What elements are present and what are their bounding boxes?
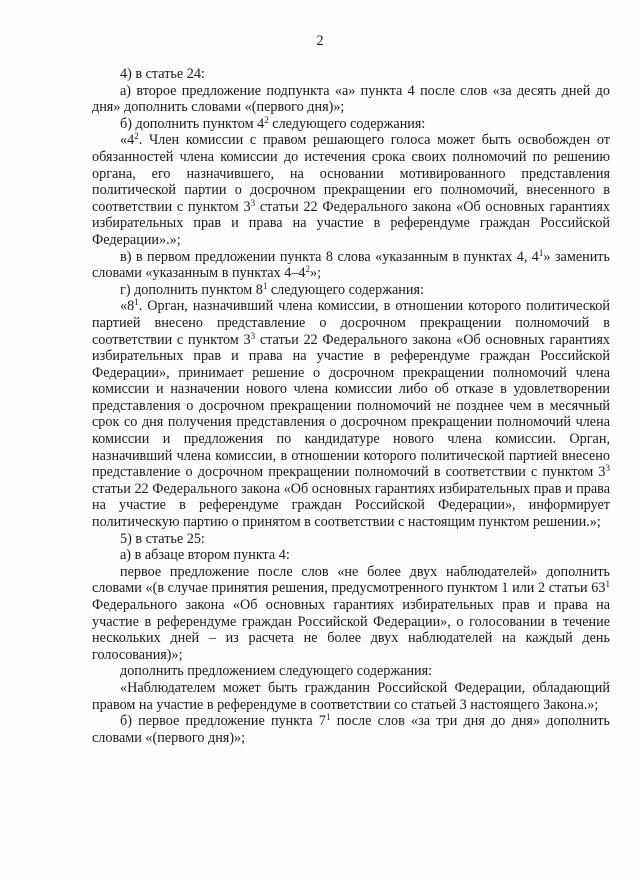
paragraph-24-v bbox=[92, 249, 610, 282]
paragraph-25-a-first-sentence bbox=[92, 564, 610, 664]
text-run: а) в абзаце втором пункта 4: bbox=[120, 547, 290, 564]
text-run: б) первое предложение пункта 7 bbox=[120, 713, 326, 730]
text-run: следующего содержания: bbox=[267, 281, 424, 298]
paragraph-24-g bbox=[92, 282, 610, 299]
superscript-index: 1 bbox=[262, 280, 268, 291]
text-run: следующего содержания: bbox=[268, 115, 426, 132]
paragraph-24-a bbox=[92, 83, 610, 116]
text-run: «4 bbox=[120, 132, 135, 149]
paragraph-clause-4-2 bbox=[92, 132, 610, 248]
text-run: в) в первом предложении пункта 8 слова «указанным в пунктах 4, 4 bbox=[120, 248, 539, 265]
text-run: 5) в статье 25: bbox=[120, 530, 205, 547]
paragraph-clause-8-1 bbox=[92, 298, 610, 530]
text-run: статьи 22 Федерального закона «Об основных гарантиях избирательных прав и права на участие в референдуме граждан Российской Федерации», информирует политическую партию о принятом в соответствии с настоящим пунктом решении.»; bbox=[92, 480, 610, 531]
text-run: статьи 22 Федерального закона «Об основных гарантиях избирательных прав и права на участие в референдуме граждан Российской Федерации», принимает решение о досрочном прекращении полномочий члена комиссии и назначении нового члена комиссии либо об отказе в удовлетворении представления о досрочном прекращении полномочий не позднее чем в месячный срок со дня получения представления о досрочном прекращении полномочий члена комиссии и предложения по кандидатуре нового члена комиссии. Орган, назначивший члена комиссии, в отношении которого политической партией внесено представление о досрочном прекращении полномочий в соответствии с пунктом 3 bbox=[92, 331, 611, 481]
paragraph-25-b bbox=[92, 713, 610, 746]
paragraph-article-25 bbox=[92, 531, 610, 548]
text-run: дополнить предложением следующего содержания: bbox=[120, 663, 433, 680]
superscript-index: 3 bbox=[605, 463, 610, 474]
paragraph-observer-sentence bbox=[92, 680, 610, 713]
text-run: статьи 22 Федерального закона «Об основных гарантиях избирательных прав и права на участие в референдуме граждан Российской Федерации».»; bbox=[92, 198, 611, 248]
superscript-index: 3 bbox=[250, 330, 256, 341]
text-run: «Наблюдателем может быть гражданин Российской Федерации, обладающий правом на участие в референдуме в соответствии со статьей 3 настоящего Закона.»; bbox=[92, 679, 610, 713]
page-number: 2 bbox=[316, 33, 324, 49]
document-body bbox=[92, 66, 610, 746]
text-run: . Член комиссии с правом решающего голоса может быть освобожден от обязанностей члена комиссии до истечения срока своих полномочий по решению органа, его назначившего, на основании мотивированного представления политической партии о досрочном прекращении его полномочий, внесенного в соответствии с пунктом 3 bbox=[92, 132, 610, 215]
text-run: » заменить словами «указанным в пунктах 4–4 bbox=[92, 248, 610, 282]
superscript-index: 1 bbox=[134, 297, 139, 308]
superscript-index: 1 bbox=[605, 579, 610, 590]
superscript-index: 1 bbox=[325, 712, 331, 723]
text-run: г) дополнить пунктом 8 bbox=[120, 281, 263, 298]
paragraph-25-a bbox=[92, 547, 610, 564]
paragraph-25-a-add-sentence bbox=[92, 663, 610, 680]
text-run: после слов «за три дня до дня» дополнить словами «(первого дня)»; bbox=[92, 713, 611, 746]
text-run: »; bbox=[310, 265, 322, 282]
paragraph-article-24 bbox=[92, 66, 610, 83]
superscript-index: 2 bbox=[134, 131, 139, 142]
text-run: «8 bbox=[120, 298, 135, 315]
text-run: 4) в статье 24: bbox=[120, 66, 205, 82]
superscript-index: 1 bbox=[538, 247, 544, 258]
superscript-index: 3 bbox=[250, 197, 256, 208]
superscript-index: 2 bbox=[264, 114, 269, 125]
paragraph-24-b bbox=[92, 116, 610, 133]
superscript-index: 2 bbox=[305, 264, 311, 275]
text-run: б) дополнить пунктом 4 bbox=[120, 115, 265, 132]
text-run: Федерального закона «Об основных гарантиях избирательных прав и права на участие в референдуме граждан Российской Федерации», о голосовании в течение нескольких дней – из расчета не более двух наблюдателей на каждый день голосования)»; bbox=[92, 597, 610, 663]
text-run: . Орган, назначивший члена комиссии, в отношении которого политической партией внесено представление о досрочном прекращении полномочий в соответствии с пунктом 3 bbox=[92, 298, 610, 348]
text-run: первое предложение после слов «не более двух наблюдателей» дополнить словами «(в случае принятия решения, предусмотренного пунктом 1 или 2 статьи 63 bbox=[92, 563, 610, 597]
text-run: а) второе предложение подпункта «а» пункта 4 после слов «за десять дней до дня» дополнить словами «(первого дня)»; bbox=[92, 82, 610, 116]
